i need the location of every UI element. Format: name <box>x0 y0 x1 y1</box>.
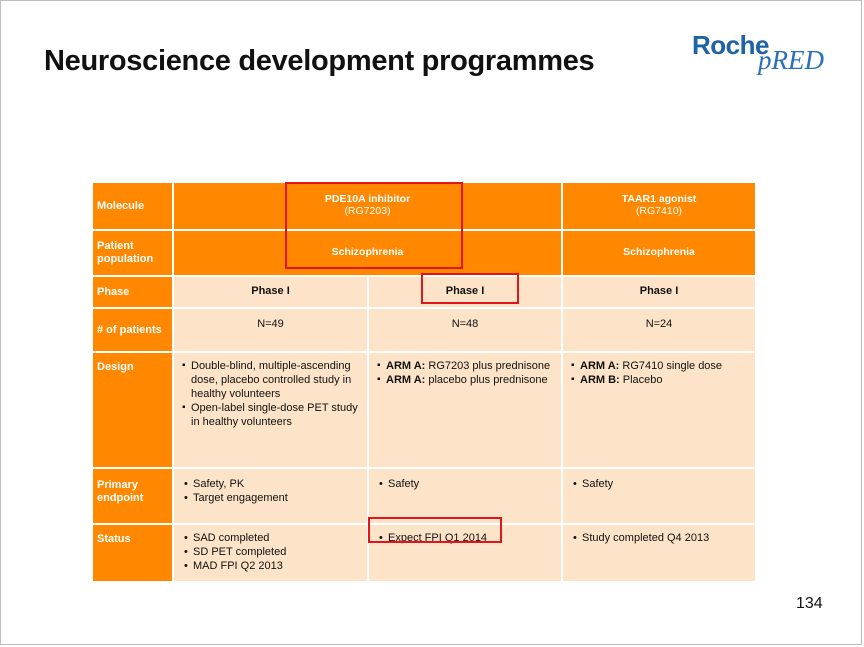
status-item: • Expect FPI Q1 2014 <box>379 531 557 545</box>
phase-cell: Phase I <box>562 276 756 308</box>
page-number: 134 <box>796 595 823 612</box>
endpoint-cell <box>368 468 562 524</box>
design-item: ▪ Open-label single-dose PET study in healthy volunteers <box>182 401 363 429</box>
row-label-phase: Phase <box>93 276 173 308</box>
design-cell <box>368 352 562 468</box>
endpoint-item: • Safety <box>573 477 751 491</box>
population-taar1: Schizophrenia <box>562 230 756 276</box>
endpoint-item: • Safety <box>379 477 557 491</box>
row-label-molecule: Molecule <box>93 183 173 230</box>
design-row <box>93 352 756 468</box>
phase-cell: Phase I <box>173 276 368 308</box>
highlight-box-molecule <box>285 182 463 269</box>
status-cell <box>562 524 756 582</box>
patients-cell: N=49 <box>173 308 368 352</box>
patients-cell: N=48 <box>368 308 562 352</box>
endpoint-row <box>93 468 756 524</box>
roche-logo: Roche <box>692 30 769 60</box>
status-item: • Study completed Q4 2013 <box>573 531 751 545</box>
design-item: ▪ Double-blind, multiple-ascending dose, placebo controlled study in healthy volunteers <box>182 359 363 401</box>
design-item: ▪ ARM A: RG7410 single dose <box>571 359 751 373</box>
design-cell <box>562 352 756 468</box>
row-label-patients: # of patients <box>93 308 173 352</box>
design-item: ▪ ARM A: placebo plus prednisone <box>377 373 557 387</box>
design-cell <box>173 352 368 468</box>
endpoint-item: • Safety, PK <box>184 477 363 491</box>
population-pde10a: Schizophrenia <box>173 230 562 276</box>
highlight-box-status <box>368 517 502 543</box>
design-item: ▪ ARM B: Placebo <box>571 373 751 387</box>
status-item: • SAD completed <box>184 531 363 545</box>
status-item: • MAD FPI Q2 2013 <box>184 559 363 573</box>
slide-title: Neuroscience development programmes <box>44 45 595 77</box>
endpoint-item: • Target engagement <box>184 491 363 505</box>
molecule-name: TAAR1 agonist <box>621 193 697 205</box>
status-cell <box>173 524 368 582</box>
row-label-endpoint: Primary endpoint <box>93 468 173 524</box>
molecule-code: (RG7203) <box>344 205 391 217</box>
patients-cell: N=24 <box>562 308 756 352</box>
molecule-name: PDE10A inhibitor <box>324 193 411 205</box>
pred-logo: pRED <box>758 45 824 75</box>
phase-cell: Phase I <box>368 276 562 308</box>
molecule-taar1 <box>562 183 756 230</box>
highlight-box-phase <box>421 273 519 304</box>
row-label-population: Patient population <box>93 230 173 276</box>
endpoint-cell <box>562 468 756 524</box>
row-label-design: Design <box>93 352 173 468</box>
endpoint-cell <box>173 468 368 524</box>
row-label-status: Status <box>93 524 173 582</box>
status-item: • SD PET completed <box>184 545 363 559</box>
design-item: ▪ ARM A: RG7203 plus prednisone <box>377 359 557 373</box>
molecule-code: (RG7410) <box>635 205 683 217</box>
patients-row <box>93 308 756 352</box>
